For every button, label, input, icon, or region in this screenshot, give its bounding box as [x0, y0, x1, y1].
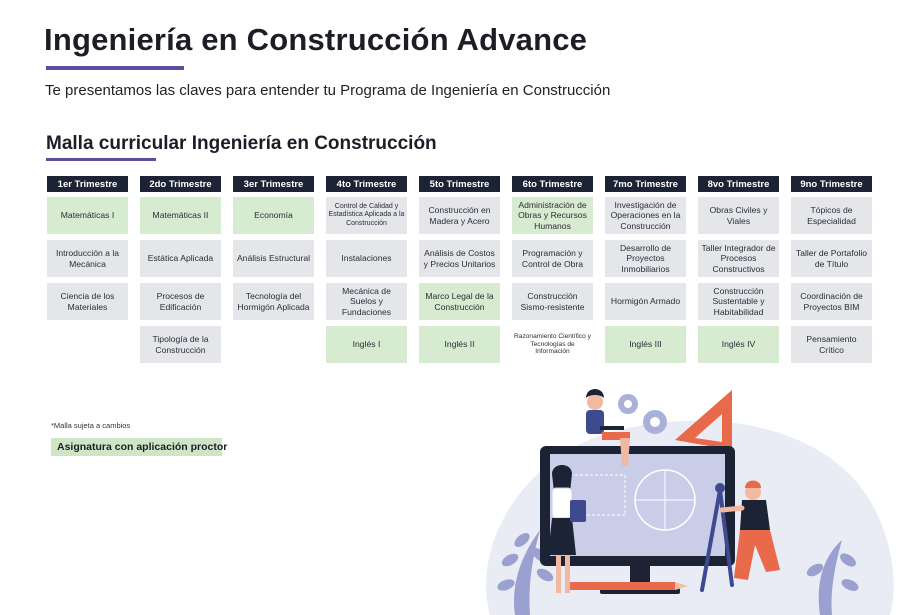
term-header: 6to Trimestre [512, 176, 593, 192]
course-cell: Tecnología del Hormigón Aplicada [233, 283, 314, 320]
term-column [47, 176, 128, 369]
course-cell: Procesos de Edificación [140, 283, 221, 320]
course-cell: Taller Integrador de Procesos Constructivos [698, 240, 779, 277]
term-header: 3er Trimestre [233, 176, 314, 192]
disclaimer-note: *Malla sujeta a cambios [51, 421, 131, 430]
course-cell-proctor: Economía [233, 197, 314, 234]
course-cell: Desarrollo de Proyectos Inmobiliarios [605, 240, 686, 277]
course-cell: Ciencia de los Materiales [47, 283, 128, 320]
course-cell: Construcción Sismo-resistente [512, 283, 593, 320]
course-cell: Taller de Portafolio de Título [791, 240, 872, 277]
course-cell: Coordinación de Proyectos BIM [791, 283, 872, 320]
course-cell: Instalaciones [326, 240, 407, 277]
course-cell-proctor: Inglés I [326, 326, 407, 363]
course-cell: Tipología de la Construcción [140, 326, 221, 363]
course-cell: Construcción en Madera y Acero [419, 197, 500, 234]
course-cell-proctor: Matemáticas I [47, 197, 128, 234]
term-column [512, 176, 593, 369]
curriculum-grid [47, 176, 872, 369]
term-header: 8vo Trimestre [698, 176, 779, 192]
course-cell: Obras Civiles y Viales [698, 197, 779, 234]
term-header: 5to Trimestre [419, 176, 500, 192]
term-column [791, 176, 872, 369]
course-cell: Análisis de Costos y Precios Unitarios [419, 240, 500, 277]
term-column [605, 176, 686, 369]
term-column [698, 176, 779, 369]
course-cell-proctor: Inglés II [419, 326, 500, 363]
course-cell: Análisis Estructural [233, 240, 314, 277]
course-cell: Investigación de Operaciones en la Construcción [605, 197, 686, 234]
term-column [233, 176, 314, 369]
course-cell: Mecánica de Suelos y Fundaciones [326, 283, 407, 320]
term-header: 2do Trimestre [140, 176, 221, 192]
course-cell: Introducción a la Mecánica [47, 240, 128, 277]
course-cell-proctor: Matemáticas II [140, 197, 221, 234]
proctor-legend: Asignatura con aplicación proctor [51, 438, 222, 456]
course-cell-proctor: Inglés III [605, 326, 686, 363]
page-subtitle: Te presentamos las claves para entender tu Programa de Ingeniería en Construcción [45, 82, 611, 99]
course-cell: Control de Calidad y Estadística Aplicada a la Construcción [326, 197, 407, 234]
course-cell: Razonamiento Científico y Tecnologías de Información [514, 333, 591, 356]
term-header: 7mo Trimestre [605, 176, 686, 192]
term-header: 1er Trimestre [47, 176, 128, 192]
course-cell-proctor: Inglés IV [698, 326, 779, 363]
set-square-icon [675, 390, 732, 450]
term-column [140, 176, 221, 369]
course-cell-proctor: Administración de Obras y Recursos Humanos [512, 197, 593, 234]
term-header: 4to Trimestre [326, 176, 407, 192]
course-cell: Programación y Control de Obra [512, 240, 593, 277]
course-cell: Pensamiento Crítico [791, 326, 872, 363]
curriculum-underline [46, 158, 156, 161]
curriculum-title: Malla curricular Ingeniería en Construcción [46, 133, 437, 154]
term-column [326, 176, 407, 369]
course-cell: Hormigón Armado [605, 283, 686, 320]
title-underline [46, 66, 184, 70]
course-cell: Estática Aplicada [140, 240, 221, 277]
course-cell: Construcción Sustentable y Habitabilidad [698, 283, 779, 320]
course-cell-proctor: Marco Legal de la Construcción [419, 283, 500, 320]
term-header: 9no Trimestre [791, 176, 872, 192]
course-cell: Tópicos de Especialidad [791, 197, 872, 234]
pencil-icon [565, 582, 675, 590]
construction-team-illustration [470, 380, 900, 615]
page-title: Ingeniería en Construcción Advance [44, 22, 588, 57]
term-column [419, 176, 500, 369]
